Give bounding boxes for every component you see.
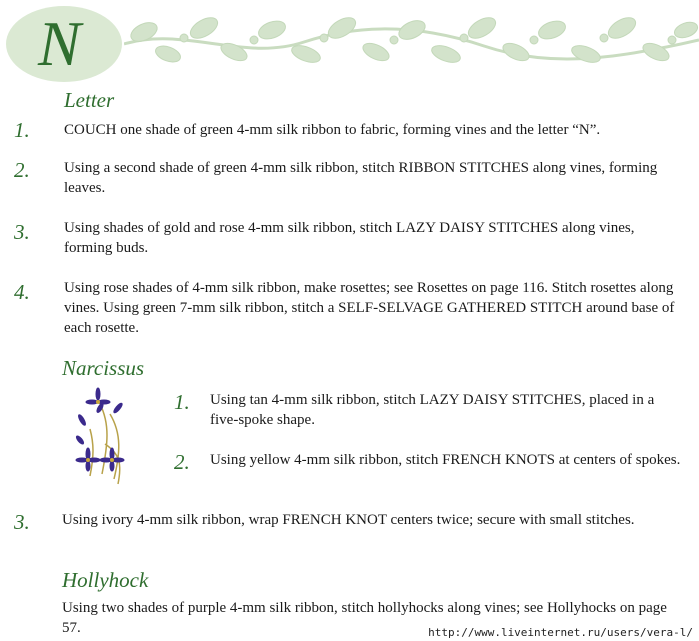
hollyhock-text: Using two shades of purple 4-mm silk ribbon, stitch hollyhocks along vines; see Hollyhocks on page 57. [62, 600, 667, 636]
footer-url: http://www.liveinternet.ru/users/vera-l/ [428, 626, 693, 639]
narcissus-step-2-number: 2. [174, 450, 190, 474]
vine-border-decoration [124, 6, 699, 72]
narcissus-step-3-text: Using ivory 4-mm silk ribbon, wrap FRENCH KNOT centers twice; secure with small stitches. [62, 512, 635, 528]
letter-step-1-text: COUCH one shade of green 4-mm silk ribbon to fabric, forming vines and the letter “N”. [64, 122, 601, 138]
narcissus-step-3-number: 3. [14, 510, 30, 534]
narcissus-heading: Narcissus [62, 356, 145, 380]
initial-letter: N [38, 8, 81, 79]
letter-heading: Letter [64, 88, 115, 112]
letter-step-4-number: 4. [14, 280, 30, 304]
initial-oval [6, 6, 122, 82]
letter-step-1-number: 1. [14, 118, 30, 142]
narcissus-step-1-text: Using tan 4-mm silk ribbon, stitch LAZY DAISY STITCHES, placed in a five-spoke shape. [210, 392, 655, 428]
hollyhock-heading: Hollyhock [62, 568, 149, 592]
letter-step-2-text: Using a second shade of green 4-mm silk ribbon, stitch RIBBON STITCHES along vines, forming leaves. [64, 160, 658, 196]
narcissus-illustration [70, 384, 160, 494]
letter-step-2-number: 2. [14, 158, 30, 182]
letter-step-4-text: Using rose shades of 4-mm silk ribbon, make rosettes; see Rosettes on page 116. Stitch rosettes along vines. Using green 7-mm silk ribbon, stitch a SELF-SELVAGE GATHERED STITCH around base of each rosette. [64, 280, 675, 336]
letter-step-3-text: Using shades of gold and rose 4-mm silk ribbon, stitch LAZY DAISY STITCHES along vines, forming buds. [64, 220, 635, 256]
narcissus-step-2-text: Using yellow 4-mm silk ribbon, stitch FRENCH KNOTS at centers of spokes. [210, 452, 681, 468]
letter-step-3-number: 3. [14, 220, 30, 244]
narcissus-step-1-number: 1. [174, 390, 190, 414]
